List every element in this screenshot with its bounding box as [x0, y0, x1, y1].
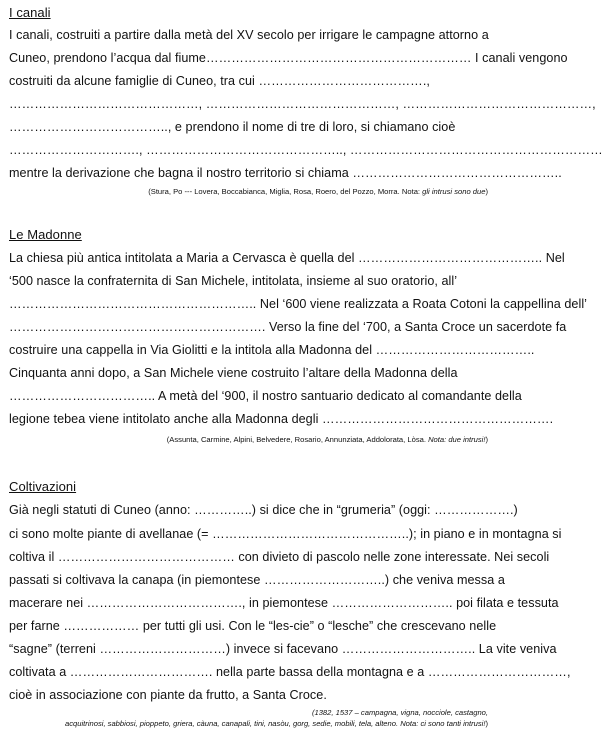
note-text-end: ): [485, 187, 488, 196]
text-line: ci sono molte piante di avellanae (= ………………………………………..); in piano e in montagna si: [9, 527, 562, 541]
text-line: costruiti da alcune famiglie di Cuneo, tra cui ………………………………….,: [9, 74, 430, 88]
text-line: Cinquanta anni dopo, a San Michele viene costruito l’altare della Madonna della: [9, 366, 458, 380]
text-line: ……………………………….., e prendono il nome di tre di loro, si chiamano cioè: [9, 120, 456, 134]
note-text-end: ): [485, 719, 488, 728]
text-line: I canali, costruiti a partire dalla metà del XV secolo per irrigare le campagne attorno a: [9, 28, 489, 42]
text-line: …………………………., ……………………………………….., ……………………………………………………: [9, 143, 603, 157]
section-heading-madonne: Le Madonne: [9, 227, 82, 242]
note-italic-text: (1382, 1537 – campagna, vigna, nocciole, castagno,: [311, 708, 488, 717]
section-note: [148, 187, 488, 197]
note-text: (Assunta, Carmine, Alpini, Belvedere, Rosario, Annunziata, Addolorata, Lòsa.: [166, 435, 429, 444]
section-note-line1: [312, 708, 488, 718]
note-text: (Stura, Po --- Lovera, Boccabianca, Miglia, Rosa, Roero, del Pozzo, Morra. Nota:: [148, 187, 423, 196]
text-line: per farne ……………… per tutti gli usi. Con le “les-cie” o “lesche” che crescevano nelle: [9, 619, 497, 633]
text-line: costruire una cappella in Via Giolitti e la intitola alla Madonna del ………………………………..: [9, 343, 535, 357]
text-line: cioè in associazione con piante da frutto, a Santa Croce.: [9, 688, 327, 702]
section-heading-coltivazioni: Coltivazioni: [9, 479, 77, 494]
text-line: coltivata a ……………………………. nella parte bassa della montagna e a ……………………………,: [9, 665, 571, 679]
text-line: La chiesa più antica intitolata a Maria a Cervasca è quella del …………………………………….. Nel: [9, 251, 565, 265]
text-line: coltiva il …………………………………… con divieto di pascolo nelle zone interessate. Nei secoli: [9, 550, 550, 564]
section-heading-canali: I canali: [9, 5, 51, 20]
note-italic-text: gli intrusi sono due: [422, 187, 486, 196]
note-text-end: ): [485, 435, 488, 444]
text-line: “sagne” (terreni …………………………) invece si facevano ………………………….. La vite veniva: [9, 642, 557, 656]
section-note-line2: [65, 719, 488, 729]
text-line: ………………………………………, ………………………………………, ………………………………………,: [9, 97, 596, 111]
text-line: macerare nei ………………………………., in piemontese ……………………….. poi filata e tessuta: [9, 596, 559, 610]
text-line: mentre la derivazione che bagna il nostro territorio si chiama …………………………………………..: [9, 166, 562, 180]
text-line: ‘500 nasce la confraternita di San Michele, intitolata, insieme al suo oratorio, all’: [9, 274, 458, 288]
text-line: passati si coltivava la canapa (in piemontese ………………………..) che veniva messa a: [9, 573, 505, 587]
text-line: ……………………………………………………. Verso la fine del ‘700, a Santa Croce un sacerdote fa: [9, 320, 567, 334]
text-line: Cuneo, prendono l’acqua dal fiume……………………………………………………… I canali vengono: [9, 51, 568, 65]
note-italic-text: Nota: due intrusi!: [428, 435, 486, 444]
text-line: …………………………….. A metà del ‘900, il nostro santuario dedicato al comandante della: [9, 389, 522, 403]
text-line: legione tebea viene intitolato anche alla Madonna degli ……………………………………………….: [9, 412, 554, 426]
section-note: [167, 435, 488, 445]
text-line: ………………………………………………….. Nel ‘600 viene realizzata a Roata Cotoni la cappellina dell’: [9, 297, 588, 311]
note-italic-text: acquitrinosi, sabbiosi, pioppeto, griera, càuna, canapali, tini, nasòu, gorg, sedie, mobili, tela, alteno. Nota: ci sono tanti intrusi!: [65, 719, 486, 728]
text-line: Già negli statuti di Cuneo (anno: …………..) si dice che in “grumeria” (oggi: ……………….): [9, 503, 518, 517]
